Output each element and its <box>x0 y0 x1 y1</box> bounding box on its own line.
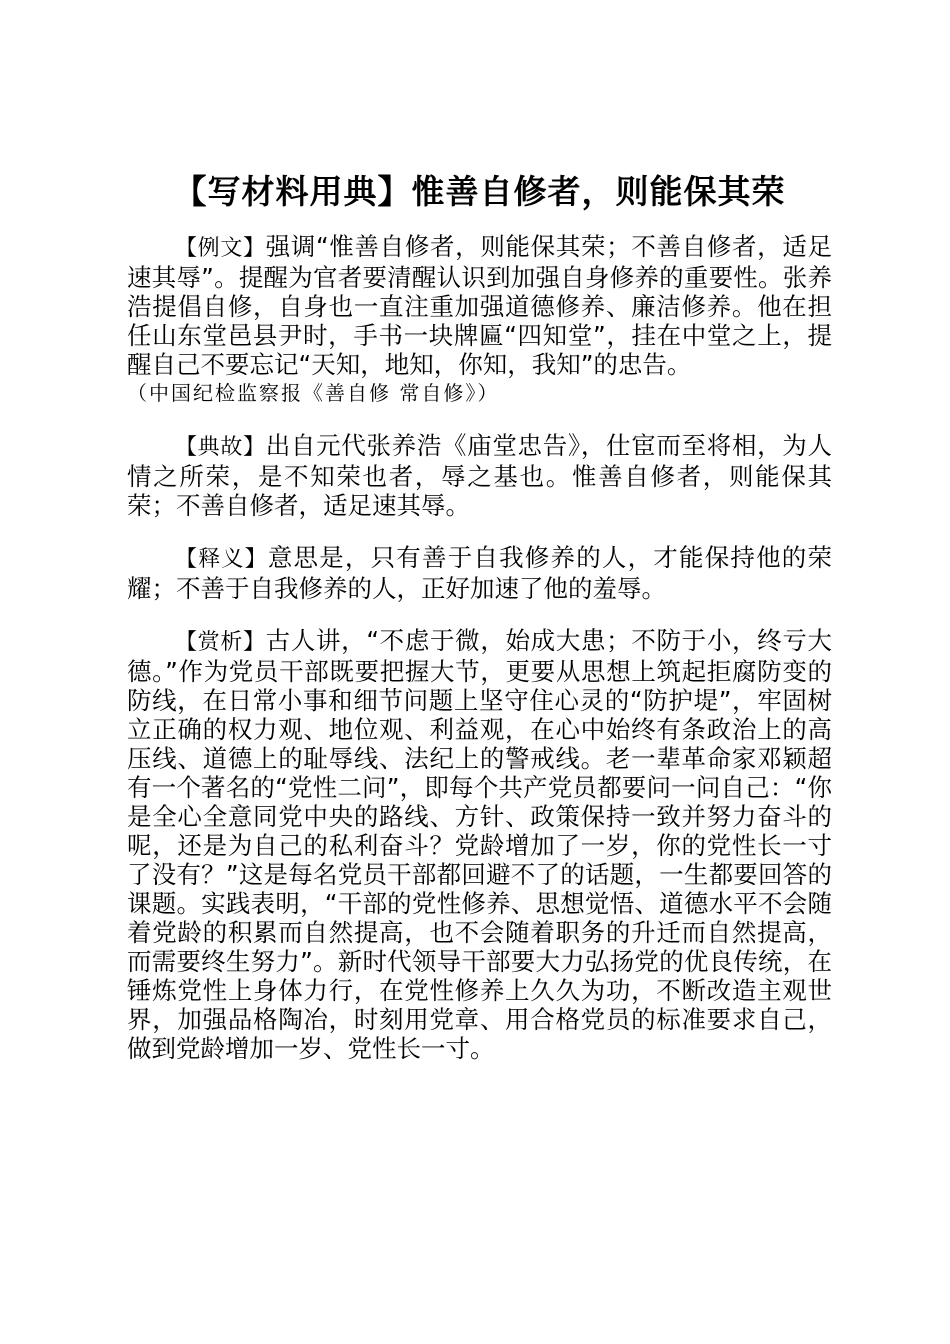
document-page <box>127 170 832 1063</box>
allusion-paragraph <box>127 431 832 520</box>
allusion-tag: 【典故】 <box>175 435 266 460</box>
example-paragraph <box>127 232 832 379</box>
meaning-tag: 【释义】 <box>175 547 268 572</box>
analysis-paragraph <box>127 626 832 1063</box>
section-gap <box>127 603 832 626</box>
meaning-paragraph <box>127 543 832 603</box>
meaning-text: 意思是，只有善于自我修养的人，才能保持他的荣耀；不善于自我修养的人，正好加速了他的羞辱。 <box>127 543 832 603</box>
example-tag: 【例文】 <box>175 236 266 261</box>
example-text: 强调“惟善自修者，则能保其荣；不善自修者，适足速其辱”。提醒为官者要清醒认识到加强自身修养的重要性。张养浩提倡自修，自身也一直注重加强道德修养、廉洁修养。他在担任山东堂邑县尹时，手书一块牌匾“四知堂”，挂在中堂之上，提醒自己不要忘记“天知，地知，你知，我知”的忠告。 <box>127 232 832 379</box>
example-source: （中国纪检监察报《善自修 常自修》） <box>127 381 500 405</box>
section-gap <box>127 520 832 543</box>
analysis-text: 古人讲，“不虑于微，始成大患；不防于小，终亏大德。”作为党员干部既要把握大节，更要从思想上筑起拒腐防变的防线，在日常小事和细节问题上坚守住心灵的“防护堤”，牢固树立正确的权力观、地位观、利益观，在心中始终有条政治上的高压线、道德上的耻辱线、法纪上的警戒线。老一辈革命家邓颖超有一个著名的“党性二问”，即每个共产党员都要问一问自己：“你是全心全意同党中央的路线、方针、政策保持一致并努力奋斗的呢，还是为自己的私利奋斗？党龄增加了一岁，你的党性长一寸了没有？”这是每名党员干部都回避不了的话题，一生都要回答的课题。实践表明，“干部的党性修养、思想觉悟、道德水平不会随着党龄的积累而自然提高，也不会随着职务的升迁而自然提高，而需要终生努力”。新时代领导干部要大力弘扬党的优良传统，在锤炼党性上身体力行，在党性修养上久久为功，不断改造主观世界，加强品格陶冶，时刻用党章、用合格党员的标准要求自己，做到党龄增加一岁、党性长一寸。 <box>127 626 832 1063</box>
analysis-tag: 【赏析】 <box>175 630 266 655</box>
allusion-text: 出自元代张养浩《庙堂忠告》，仕宦而至将相，为人情之所荣，是不知荣也者，辱之基也。惟善自修者，则能保其荣；不善自修者，适足速其辱。 <box>127 431 832 520</box>
page-title: 【写材料用典】惟善自修者，则能保其荣 <box>173 172 786 211</box>
